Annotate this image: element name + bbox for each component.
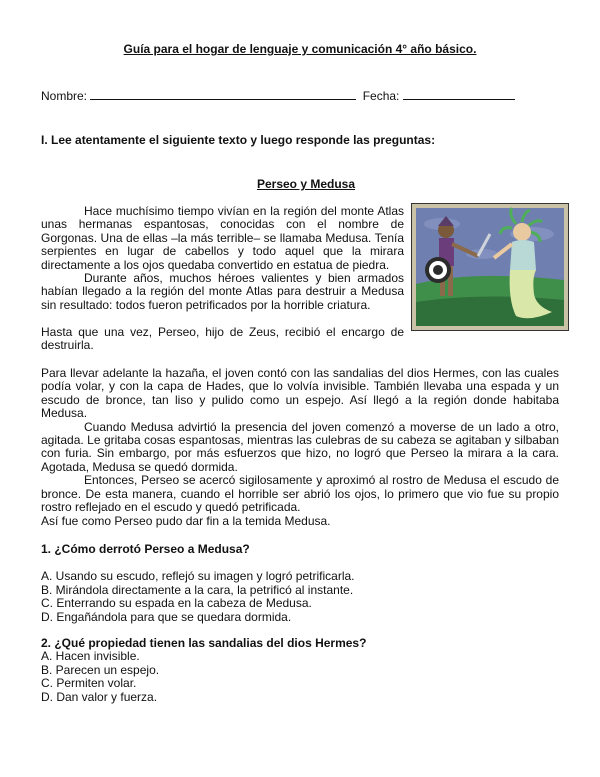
story-title: Perseo y Medusa	[256, 177, 356, 191]
story-paragraph-7: Así fue como Perseo pudo dar fin a la temida Medusa.	[41, 514, 331, 528]
question-1-option-d[interactable]: D. Engañándola para que se quedara dormida.	[41, 609, 292, 624]
question-1-option-a[interactable]: A. Usando su escudo, reflejó su imagen y logró petrificarla.	[41, 569, 355, 584]
question-1-option-c[interactable]: C. Enterrando su espada en la cabeza de Medusa.	[41, 596, 312, 611]
shield-icon	[425, 257, 451, 283]
story-paragraph-1: Hace muchísimo tiempo vivían en la región del monte Atlas unas hermanas espantosas, conocidas con el nombre de Gorgonas. Una de ellas –la más terrible– se llamaba Medusa. Tenía serpientes en lugar de cabellos y todo aquel que la mirara directamente a los ojos quedaba convertido en estatua de piedra.	[41, 204, 404, 272]
question-2-options	[41, 650, 559, 704]
question-2-option-d[interactable]: D. Dan valor y fuerza.	[41, 689, 158, 704]
page-title: Guía para el hogar de lenguaje y comunicación 4° año básico.	[123, 42, 477, 56]
perseus-medusa-illustration	[411, 203, 569, 331]
story-paragraph-5: Cuando Medusa advirtió la presencia del joven comenzó a moverse de un lado a otro, agitada. Le gritaba cosas espantosas, mientras las culebras de su cabeza se agitaban y silbaban con furia. Sin embargo, por más esfuerzos que hizo, no logró que Perseo la mirara a la cara. Agotada, Medusa se quedó dormida.	[41, 419, 559, 474]
question-2-text: 2. ¿Qué propiedad tienen las sandalias del dios Hermes?	[41, 636, 367, 650]
story-paragraph-2: Durante años, muchos héroes valientes y bien armados habían llegado a la región del monte Atlas para destruir a Medusa sin resultado: todos fueron petrificados por la horrible criatura.	[41, 271, 404, 312]
question-1-options	[41, 570, 559, 624]
question-2-option-c[interactable]: C. Permiten volar.	[41, 676, 137, 691]
story-body	[41, 367, 559, 514]
story-paragraph-6: Entonces, Perseo se acercó sigilosamente y aproximó al rostro de Medusa el escudo de bronce. De esta manera, cuando el horrible ser abrió los ojos, lo primero que vio fue su propio rostro reflejado en el escudo y quedó petrificada.	[41, 473, 559, 515]
story-paragraph-3: Hasta que una vez, Perseo, hijo de Zeus, recibió el encargo de destruirla.	[41, 325, 404, 353]
question-2-option-b[interactable]: B. Parecen un espejo.	[41, 662, 160, 677]
illustration-svg	[412, 204, 568, 330]
date-label: Fecha:	[362, 89, 400, 103]
name-field[interactable]	[90, 88, 356, 100]
story-column	[41, 205, 404, 312]
story-paragraph-4: Para llevar adelante la hazaña, el joven contó con las sandalias del dios Hermes, con las cuales podía volar, y con la capa de Hades, que lo volvía invisible. También llevaba una espada y un escudo de bronce, tan liso y pulido como un espejo. Así llegó a la región donde habitaba Medusa.	[41, 366, 559, 421]
student-info-row	[41, 88, 561, 103]
date-field[interactable]	[403, 88, 515, 100]
question-2	[41, 637, 559, 704]
question-1-text: 1. ¿Cómo derrotó Perseo a Medusa?	[41, 542, 250, 556]
question-1-option-b[interactable]: B. Mirándola directamente a la cara, la petrificó al instante.	[41, 582, 354, 597]
question-1	[41, 543, 559, 624]
instruction-heading: I. Lee atentamente el siguiente texto y luego responde las preguntas:	[41, 133, 436, 147]
name-label: Nombre:	[41, 89, 88, 103]
question-2-option-a[interactable]: A. Hacen invisible.	[41, 649, 140, 664]
